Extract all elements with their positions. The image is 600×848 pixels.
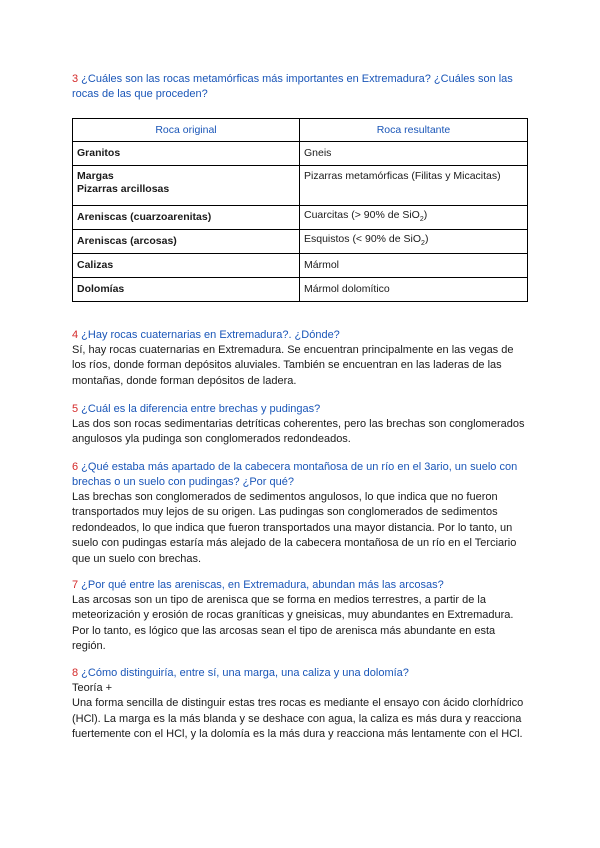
answer-8: Una forma sencilla de distinguir estas tres rocas es mediante el ensayo con ácido clorhídrico (HCl). La marga es la más blanda y se deshace con agua, la caliza es más dura y reacciona fuertemente con el HCl, y la dolomía es la más dura y reacciona más lentamente con el HCl.: [72, 697, 524, 741]
header-original: Roca original: [73, 119, 300, 142]
header-resultante: Roca resultante: [300, 119, 528, 142]
rocks-table: [72, 118, 528, 302]
question-8-title: 8 ¿Cómo distinguiría, entre sí, una marga, una caliza y una dolomía?: [72, 667, 409, 679]
question-8: [72, 666, 528, 743]
table-row: Areniscas (cuarzoarenitas) Cuarcitas (> 90% de SiO$_2$): [73, 206, 528, 230]
table-row: Areniscas (arcosas) Esquistos (< 90% de SiO$_2$): [73, 230, 528, 254]
answer-7: Las arcosas son un tipo de arenisca que se forma en medios terrestres, a partir de la meteorización y erosión de rocas graníticas y gneisicas, muy abundantes en Extremadura. Por lo tanto, es lógico que las arcosas sean el tipo de arenisca más abundante en esta región.: [72, 594, 514, 653]
question-4: [72, 328, 528, 389]
question-7-title: 7 ¿Por qué entre las areniscas, en Extremadura, abundan más las arcosas?: [72, 579, 444, 591]
question-7: [72, 578, 528, 655]
question-3: [72, 72, 528, 102]
question-6-title: 6 ¿Qué estaba más apartado de la cabecera montañosa de un río en el 3ario, un suelo con brechas o un suelo con pudingas? ¿Por qué?: [72, 461, 518, 488]
question-5: [72, 402, 528, 448]
table-row: Granitos Gneis: [73, 142, 528, 166]
answer-6: Las brechas son conglomerados de sedimentos angulosos, lo que indica que no fueron transportados muy lejos de su origen. Las pudingas son conglomerados de sedimentos redondeados, lo que indica que fueron transportados una mayor distancia. Por lo tanto, un suelo con pudingas estaría más alejado de la cabecera montañosa de un río en el Terciario que un suelo con brechas.: [72, 491, 517, 565]
answer-8-subtitle: Teoría +: [72, 682, 113, 694]
question-4-title: 4 ¿Hay rocas cuaternarias en Extremadura?. ¿Dónde?: [72, 329, 340, 341]
question-5-title: 5 ¿Cuál es la diferencia entre brechas y pudingas?: [72, 403, 321, 415]
answer-4: Sí, hay rocas cuaternarias en Extremadura. Se encuentran principalmente en las vegas de los ríos, donde forman depósitos aluviales. También se encuentran en las laderas de las montañas, donde forman depósitos de ladera.: [72, 344, 514, 387]
question-3-title: 3 ¿Cuáles son las rocas metamórficas más importantes en Extremadura? ¿Cuáles son las rocas de las que proceden?: [72, 73, 513, 100]
question-6: [72, 460, 528, 567]
table-row: Margas Pizarras arcillosas Pizarras metamórficas (Filitas y Micacitas): [73, 166, 528, 206]
table-row: Dolomías Mármol dolomítico: [73, 278, 528, 302]
table-row: Calizas Mármol: [73, 254, 528, 278]
table-header-row: [73, 119, 528, 142]
answer-5: Las dos son rocas sedimentarias detríticas coherentes, pero las brechas son conglomerados angulosos yla pudinga son conglomerados redondeados.: [72, 418, 525, 446]
